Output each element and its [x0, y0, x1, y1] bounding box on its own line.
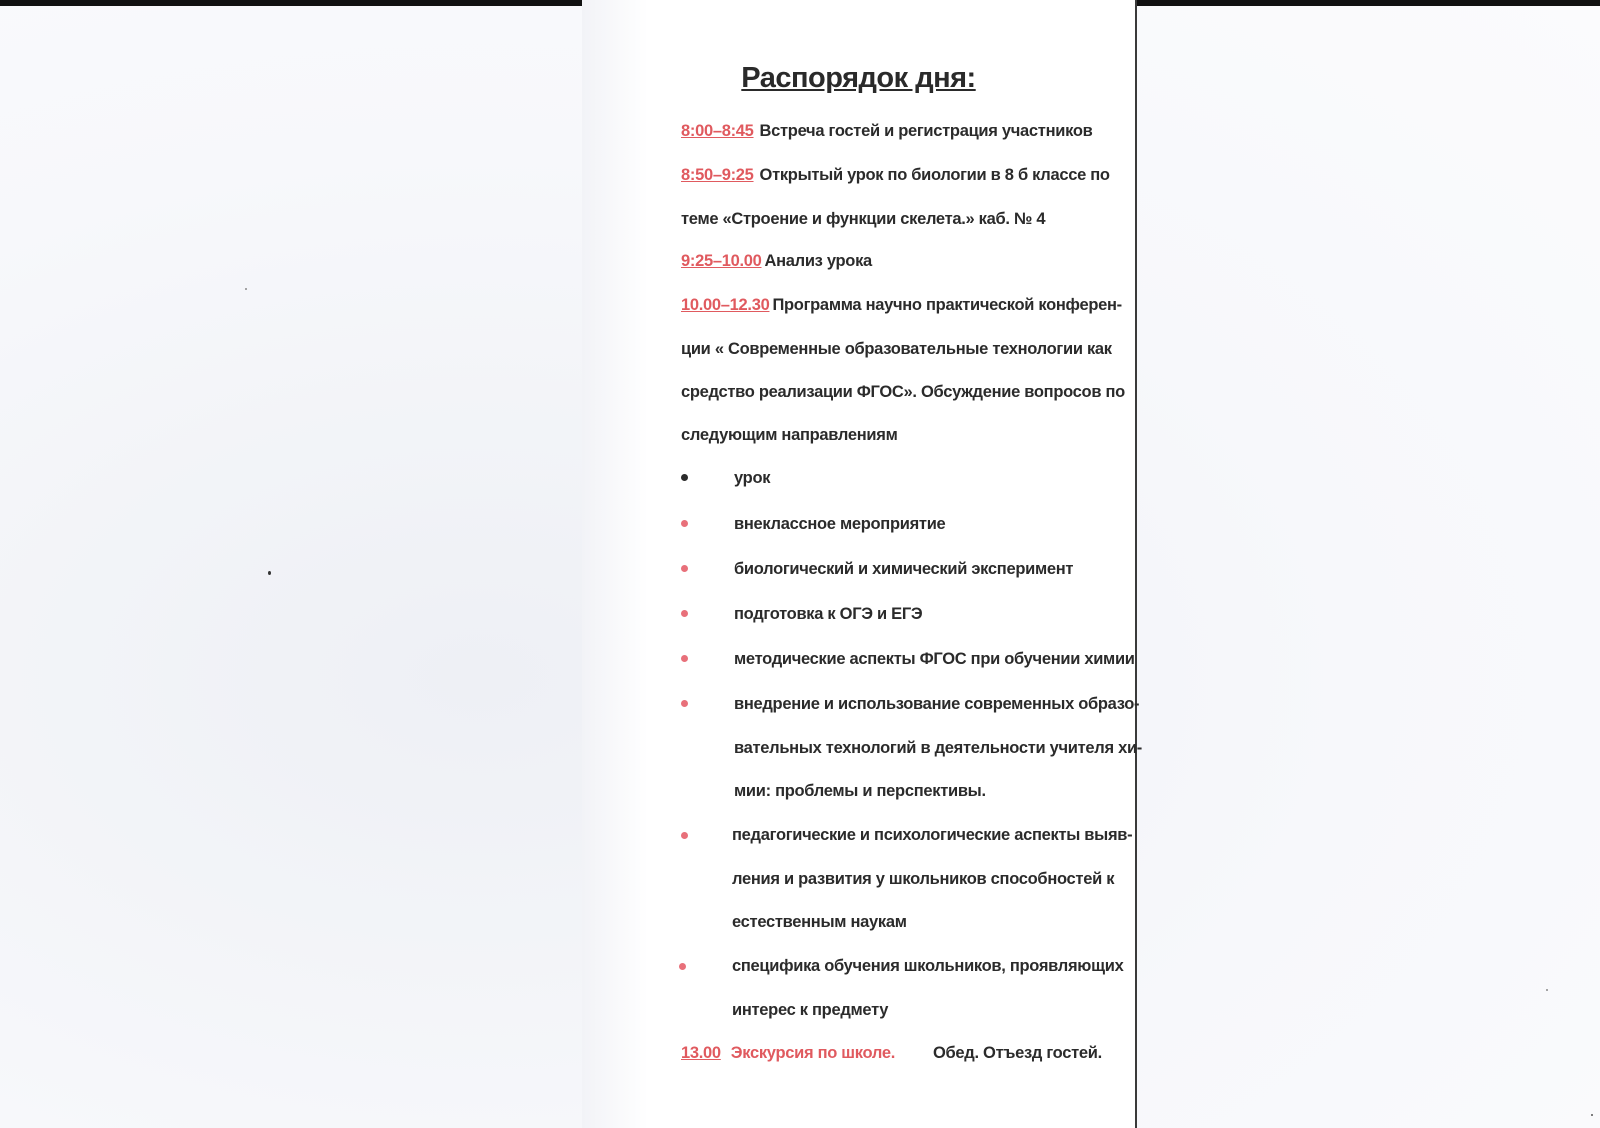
direction-item: методические аспекты ФГОС при обучении химии [734, 650, 1135, 668]
direction-item-continuation: интерес к предмету [732, 1001, 889, 1019]
schedule-entry [681, 122, 1092, 141]
scan-speck [268, 571, 271, 575]
direction-item: специфика обучения школьников, проявляющих [732, 957, 1124, 975]
direction-item: внедрение и использование современных образо- [734, 695, 1140, 713]
direction-item: биологический и химический эксперимент [734, 560, 1074, 578]
entry-continuation: теме «Строение и функции скелета.» каб. № 4 [681, 210, 1046, 228]
entry-time: 9:25–10.00 [681, 252, 762, 270]
scan-edge-left [0, 0, 582, 6]
bullet-icon [681, 474, 688, 481]
page-title: Распорядок дня: [741, 62, 976, 94]
schedule-entry [681, 252, 872, 271]
bullet-icon [681, 565, 688, 572]
bullet-icon [681, 832, 688, 839]
bullet-icon [681, 700, 688, 707]
entry-text: Встреча гостей и регистрация участников [759, 122, 1093, 140]
entry-text: Анализ урока [764, 252, 872, 270]
direction-item-continuation: мии: проблемы и перспективы. [734, 782, 986, 800]
scan-speck [1591, 1114, 1593, 1116]
entry-time: 10.00–12.30 [681, 296, 770, 314]
schedule-final-entry [681, 1044, 1102, 1063]
scan-speck [1546, 989, 1548, 991]
scan-speck [245, 288, 247, 290]
direction-item-continuation: естественным наукам [732, 913, 907, 931]
schedule-entry [681, 296, 1122, 315]
bullet-icon [681, 520, 688, 527]
closing-text: Обед. Отъезд гостей. [933, 1044, 1102, 1062]
direction-item: урок [734, 469, 771, 487]
bullet-icon [681, 655, 688, 662]
entry-continuation: ции « Современные образовательные технологии как [681, 340, 1112, 358]
direction-item: педагогические и психологические аспекты выяв- [732, 826, 1133, 844]
bullet-icon [681, 610, 688, 617]
scan-edge-right [1136, 0, 1600, 6]
schedule-entry [681, 166, 1110, 185]
entry-time: 8:50–9:25 [681, 166, 754, 184]
direction-item-continuation: ления и развития у школьников способностей к [732, 870, 1115, 888]
entry-continuation: следующим направлениям [681, 426, 898, 444]
excursion-text: Экскурсия по школе. [730, 1044, 895, 1062]
direction-item-continuation: вательных технологий в деятельности учителя хи- [734, 739, 1143, 757]
entry-time: 13.00 [681, 1044, 721, 1062]
entry-text: Программа научно практической конферен- [772, 296, 1122, 314]
direction-item: внеклассное мероприятие [734, 515, 946, 533]
entry-time: 8:00–8:45 [681, 122, 754, 140]
fold-line [1135, 0, 1137, 1128]
direction-item: подготовка к ОГЭ и ЕГЭ [734, 605, 923, 623]
bullet-icon [679, 963, 686, 970]
entry-text: Открытый урок по биологии в 8 б классе по [759, 166, 1110, 184]
entry-continuation: средство реализации ФГОС». Обсуждение вопросов по [681, 383, 1125, 401]
